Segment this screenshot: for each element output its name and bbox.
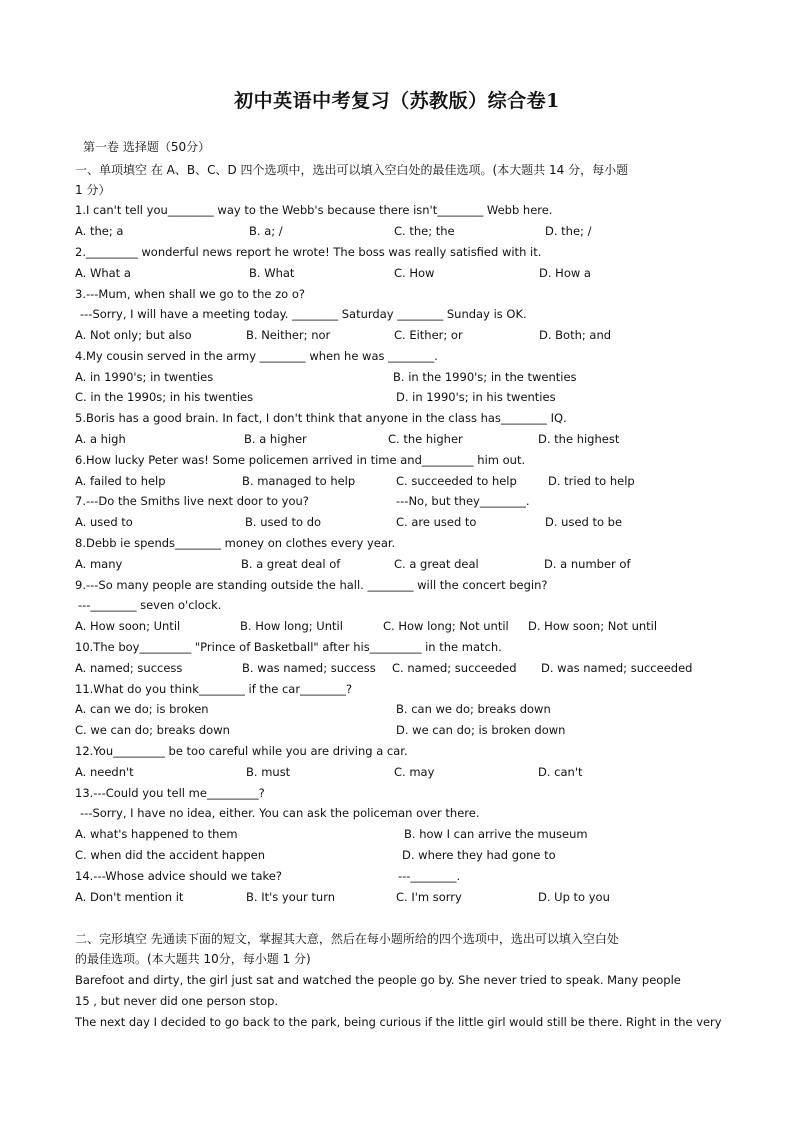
option-b: B. in the 1990's; in the twenties <box>393 370 577 384</box>
option-b: B. What <box>249 266 295 280</box>
option-b: B. can we do; breaks down <box>396 702 551 716</box>
question-stem: 9.---So many people are standing outside the hall. ________ will the concert begin? <box>75 578 548 592</box>
option-d: D. How a <box>539 266 591 280</box>
option-c: C. when did the accident happen <box>75 848 266 862</box>
option-c: C. Either; or <box>394 328 463 342</box>
option-a: A. failed to help <box>75 474 166 488</box>
option-c: C. may <box>394 765 435 779</box>
option-c: C. succeeded to help <box>396 474 517 488</box>
question-stem: 8.Debb ie spends________ money on clothes every year. <box>75 536 396 550</box>
question-stem-cont: ---________ seven o'clock. <box>78 598 222 612</box>
question-stem-reply: ---________. <box>398 869 461 883</box>
passage-line: Barefoot and dirty, the girl just sat and watched the people go by. She never tried to speak. Many people <box>75 973 681 987</box>
option-c: C. are used to <box>396 515 477 529</box>
option-d: D. a number of <box>544 557 631 571</box>
question-stem: 7.---Do the Smiths live next door to you? <box>75 494 309 508</box>
option-a: A. What a <box>75 266 131 280</box>
option-d: D. How soon; Not until <box>528 619 658 633</box>
option-d: D. we can do; is broken down <box>396 723 566 737</box>
question-stem: 14.---Whose advice should we take? <box>75 869 282 883</box>
option-d: D. in 1990's; in his twenties <box>396 390 556 404</box>
question-stem-cont: ---Sorry, I have no idea, either. You can ask the policeman over there. <box>80 806 480 820</box>
option-d: D. Up to you <box>538 890 610 904</box>
question-stem-reply: ---No, but they________. <box>396 494 530 508</box>
option-a: A. in 1990's; in twenties <box>75 370 214 384</box>
option-a: A. Not only; but also <box>75 328 192 342</box>
option-a: A. a high <box>75 432 126 446</box>
section1-instructions: 一、单项填空 在 A、B、C、D 四个选项中，选出可以填入空白处的最佳选项。(本大题共 14 分，每小题 <box>75 163 629 177</box>
option-b: B. a great deal of <box>241 557 341 571</box>
option-b: B. a; / <box>249 224 283 238</box>
option-d: D. Both; and <box>539 328 612 342</box>
section2-instructions-cont: 的最佳选项。(本大题共 10分，每小题 1 分) <box>75 952 311 966</box>
option-b: B. It's your turn <box>246 890 336 904</box>
question-stem-cont: ---Sorry, I will have a meeting today. ________ Saturday ________ Sunday is OK. <box>80 307 527 321</box>
option-a: A. can we do; is broken <box>75 702 209 716</box>
option-d: D. was named; succeeded <box>541 661 693 675</box>
option-d: D. can't <box>538 765 583 779</box>
option-a: A. named; success <box>75 661 183 675</box>
option-c: C. named; succeeded <box>392 661 517 675</box>
question-stem: 2._________ wonderful news report he wrote! The boss was really satisfied with it. <box>75 245 542 259</box>
question-stem: 11.What do you think________ if the car________? <box>75 682 353 696</box>
question-stem: 12.You_________ be too careful while you are driving a car. <box>75 744 408 758</box>
option-c: C. How long; Not until <box>383 619 509 633</box>
option-b: B. a higher <box>244 432 307 446</box>
option-b: B. How long; Until <box>240 619 343 633</box>
option-d: D. used to be <box>545 515 623 529</box>
question-stem: 13.---Could you tell me_________? <box>75 786 265 800</box>
option-b: B. how I can arrive the museum <box>404 827 588 841</box>
option-c: C. in the 1990s; in his twenties <box>75 390 254 404</box>
option-d: D. the; / <box>545 224 592 238</box>
option-c: C. I'm sorry <box>396 890 462 904</box>
option-c: C. the higher <box>388 432 463 446</box>
option-b: B. used to do <box>245 515 322 529</box>
option-d: D. tried to help <box>548 474 635 488</box>
option-a: A. the; a <box>75 224 124 238</box>
option-a: A. used to <box>75 515 133 529</box>
question-stem: 3.---Mum, when shall we go to the zo o? <box>75 287 305 301</box>
option-a: A. many <box>75 557 123 571</box>
option-a: A. Don't mention it <box>75 890 184 904</box>
question-stem: 10.The boy_________ "Prince of Basketball" after his_________ in the match. <box>75 640 502 654</box>
option-b: B. managed to help <box>242 474 356 488</box>
option-b: B. Neither; nor <box>246 328 331 342</box>
option-c: C. a great deal <box>394 557 479 571</box>
section1-instructions-cont: 1 分） <box>75 183 111 197</box>
part-heading: 第一卷 选择题（50分） <box>83 140 211 154</box>
question-stem: 1.I can't tell you________ way to the Webb's because there isn't________ Webb here. <box>75 203 553 217</box>
section2-instructions: 二、完形填空 先通读下面的短文，掌握其大意，然后在每小题所给的四个选项中，选出可以填入空白处 <box>75 932 619 946</box>
page-title: 初中英语中考复习（苏教版）综合卷1 <box>234 90 560 112</box>
option-a: A. How soon; Until <box>75 619 181 633</box>
question-stem: 6.How lucky Peter was! Some policemen arrived in time and_________ him out. <box>75 453 526 467</box>
option-c: C. we can do; breaks down <box>75 723 230 737</box>
option-a: A. what's happened to them <box>75 827 238 841</box>
question-stem: 4.My cousin served in the army ________ when he was ________. <box>75 349 438 363</box>
option-d: D. the highest <box>538 432 620 446</box>
option-c: C. the; the <box>394 224 455 238</box>
option-b: B. was named; success <box>242 661 376 675</box>
option-b: B. must <box>246 765 291 779</box>
option-c: C. How <box>394 266 435 280</box>
question-stem: 5.Boris has a good brain. In fact, I don't think that anyone in the class has________ IQ. <box>75 411 567 425</box>
option-d: D. where they had gone to <box>402 848 556 862</box>
passage-line: The next day I decided to go back to the park, being curious if the little girl would still be there. Right in the very <box>75 1015 722 1029</box>
option-a: A. needn't <box>75 765 134 779</box>
passage-line: 15 , but never did one person stop. <box>75 994 279 1008</box>
